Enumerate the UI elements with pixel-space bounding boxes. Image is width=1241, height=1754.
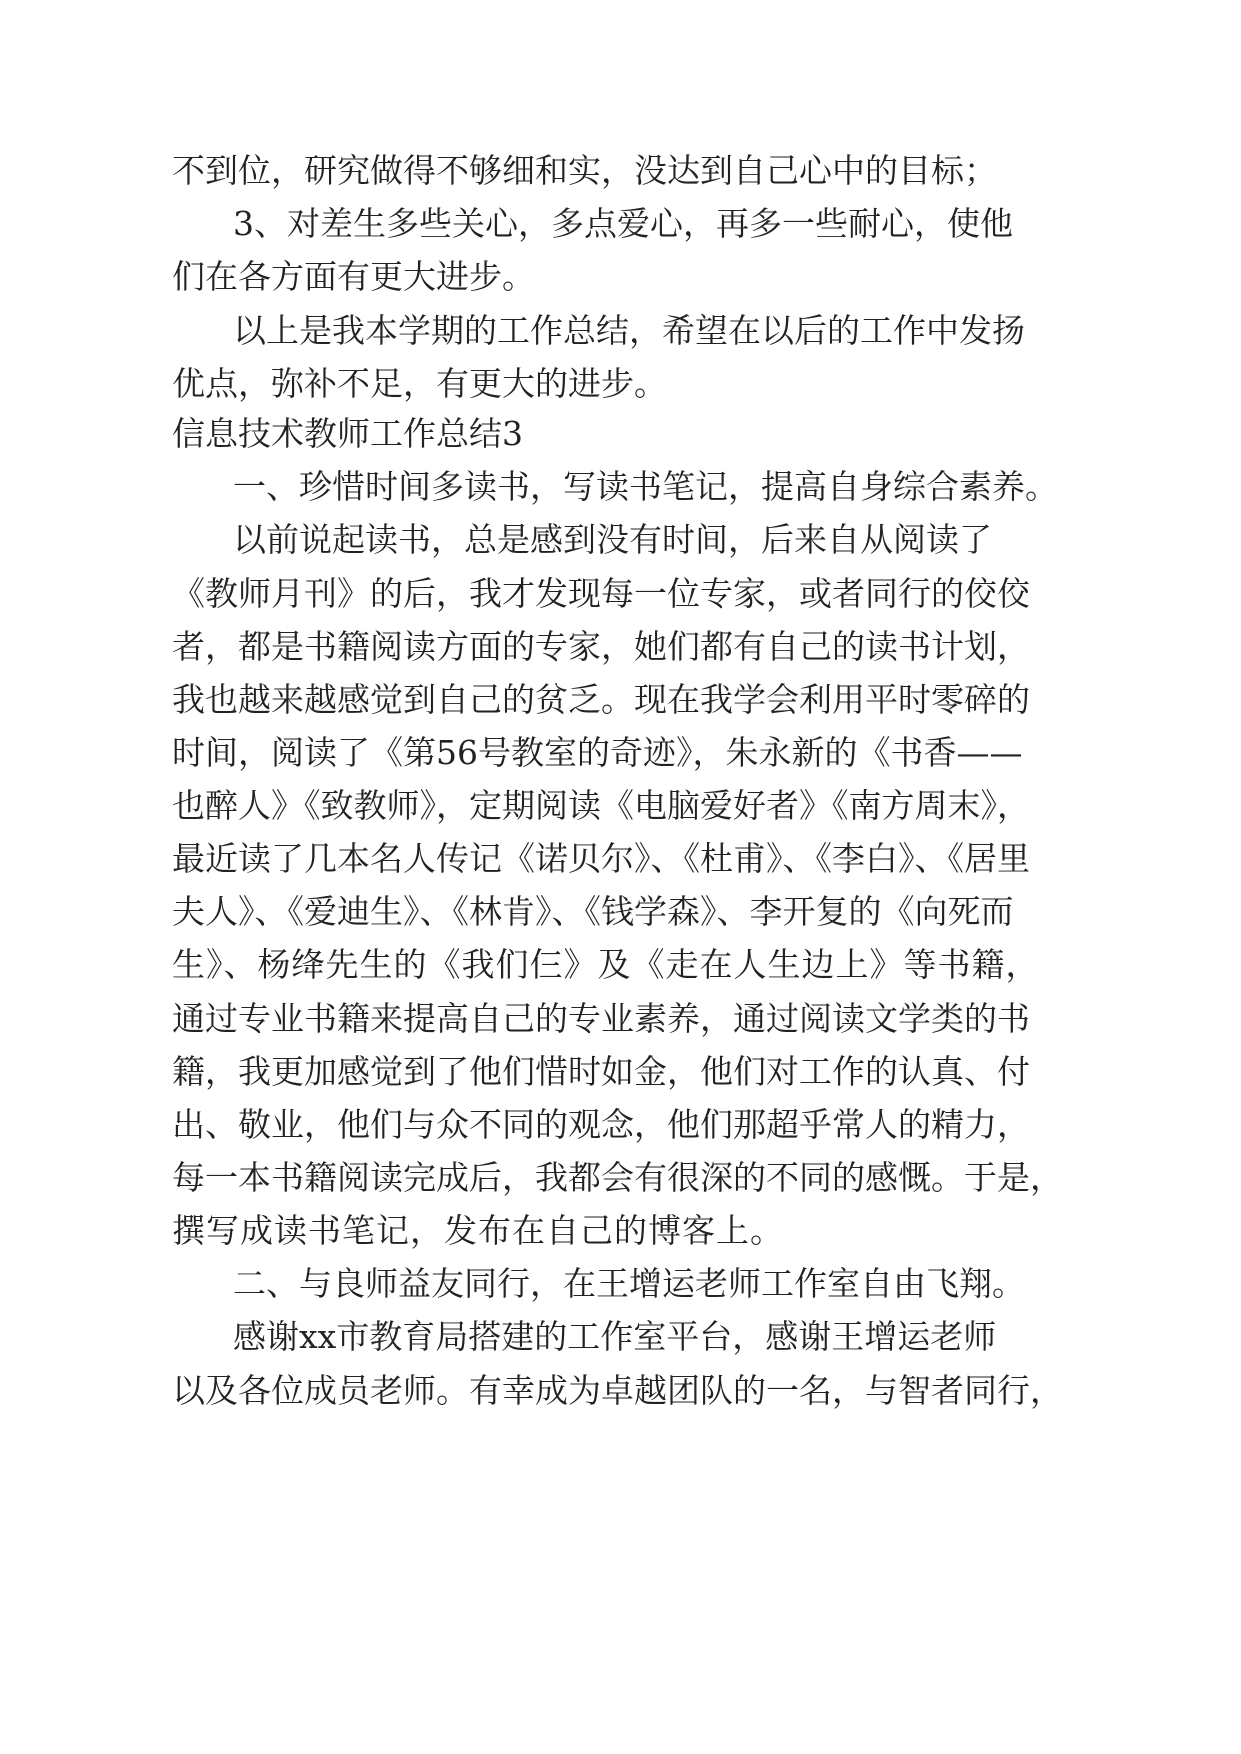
text-line: 《教师月刊》的后，我才发现每一位专家，或者同行的佼佼	[172, 574, 1030, 613]
text-line: 撰写成读书笔记，发布在自己的博客上。	[172, 1211, 784, 1250]
subsection-heading: 二、与良师益友同行，在王增运老师工作室自由飞翔。	[233, 1264, 1025, 1303]
text-line: 不到位，研究做得不够细和实，没达到自己心中的目标；	[172, 151, 997, 190]
text-line: 者，都是书籍阅读方面的专家，她们都有自己的读书计划，	[172, 627, 1030, 666]
text-line: 以上是我本学期的工作总结，希望在以后的工作中发扬	[233, 311, 1025, 350]
text-line: 3、对差生多些关心，多点爱心，再多一些耐心，使他	[233, 204, 1013, 243]
section-heading: 信息技术教师工作总结3	[172, 414, 523, 453]
text-line: 生》、杨绛先生的《我们仨》及《走在人生边上》等书籍，	[172, 945, 1040, 984]
text-line: 们在各方面有更大进步。	[172, 257, 535, 296]
text-line: 我也越来越感觉到自己的贫乏。现在我学会利用平时零碎的	[172, 680, 1030, 719]
text-line: 通过专业书籍来提高自己的专业素养，通过阅读文学类的书	[172, 999, 1030, 1038]
text-line: 籍，我更加感觉到了他们惜时如金，他们对工作的认真、付	[172, 1052, 1030, 1091]
text-line: 也醉人》《致教师》，定期阅读《电脑爱好者》《南方周末》，	[172, 786, 1030, 825]
text-line: 最近读了几本名人传记《诺贝尔》、《杜甫》、《李白》、《居里	[172, 839, 1030, 878]
text-line: 优点，弥补不足，有更大的进步。	[172, 364, 667, 403]
text-line: 夫人》、《爱迪生》、《林肯》、《钱学森》、李开复的《向死而	[172, 892, 1014, 931]
text-line: 以前说起读书，总是感到没有时间，后来自从阅读了	[233, 520, 992, 559]
text-line: 时间，阅读了《第56号教室的奇迹》，朱永新的《书香——	[172, 733, 1023, 772]
text-line: 出、敬业，他们与众不同的观念，他们那超乎常人的精力，	[172, 1105, 1030, 1144]
text-line: 感谢xx市教育局搭建的工作室平台，感谢王增运老师	[233, 1317, 997, 1356]
text-line: 每一本书籍阅读完成后，我都会有很深的不同的感慨。于是，	[172, 1158, 1063, 1197]
subsection-heading: 一、珍惜时间多读书，写读书笔记，提高自身综合素养。	[233, 467, 1058, 506]
text-line: 以及各位成员老师。有幸成为卓越团队的一名，与智者同行，	[172, 1371, 1063, 1410]
